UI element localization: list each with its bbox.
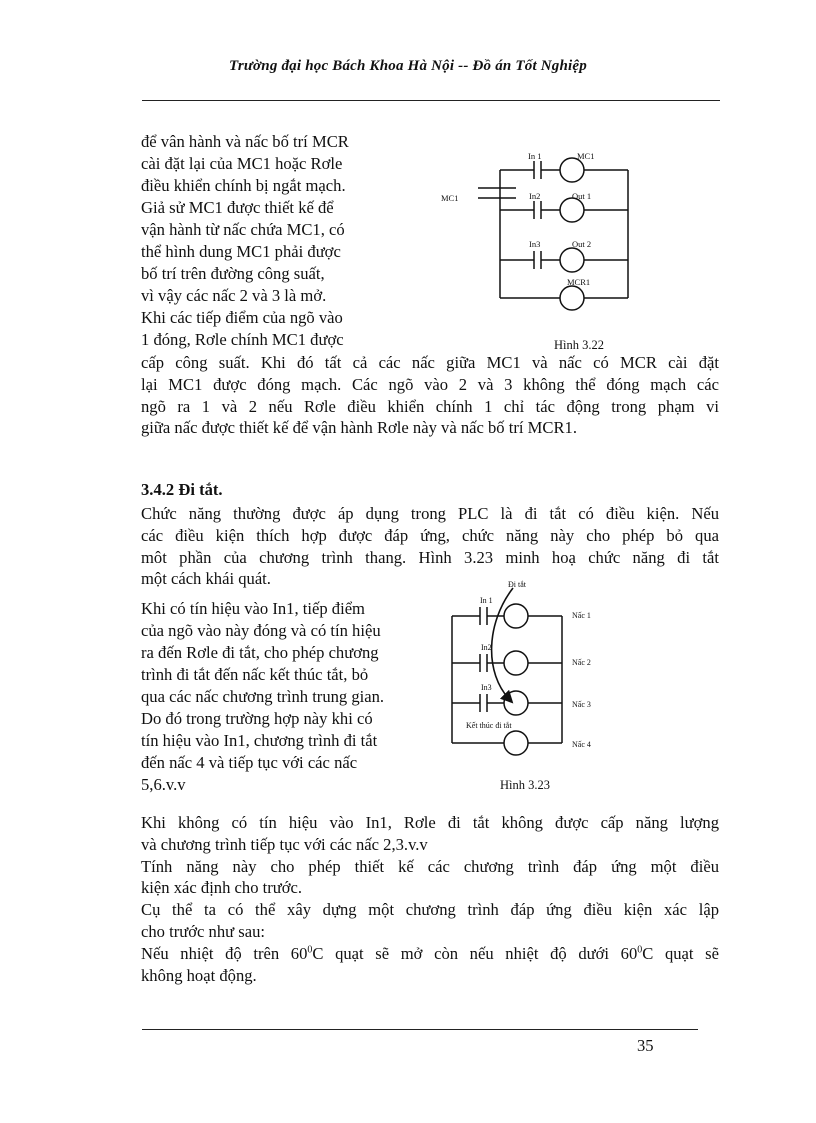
- text-line: đến nấc 4 và tiếp tục với các nấc: [141, 753, 358, 772]
- text-line: để vân hành và nấc bố trí MCR: [141, 132, 349, 151]
- text-line: và chương trình tiếp tục với các nấc 2,3.v.v: [141, 834, 428, 854]
- text-line: Chức năng thường được áp dụng trong PLC là đi tắt có điều kiện. Nếu: [141, 504, 719, 523]
- coil-2: [504, 651, 528, 675]
- text-line: Khi có tín hiệu vào In1, tiếp điểm: [141, 599, 365, 618]
- text-line: 1 đóng, Rơle chính MC1 được: [141, 330, 344, 349]
- contact-label: In 1: [480, 596, 493, 605]
- coil-4: [504, 731, 528, 755]
- text-line: qua các nấc chương trình trung gian.: [141, 687, 385, 706]
- text-fragment: C quạt sẽ mở còn nếu nhiệt độ dưới 60: [312, 943, 638, 963]
- contact-label: In 1: [528, 151, 542, 161]
- text-line: ra đến Rơle đi tắt, cho phép chương: [141, 643, 379, 662]
- text-line: vì vậy các nấc 2 và 3 là mở.: [141, 286, 327, 305]
- text-line: Khi không có tín hiệu vào In1, Rơle đi tắt không được cấp năng lượng: [141, 813, 719, 832]
- text-line: của ngõ vào này đóng và có tín hiệu: [141, 621, 381, 640]
- text-line: môt phần của chương trình thang. Hình 3.23 minh hoạ chức năng đi tắt: [141, 547, 719, 567]
- figure-caption: Hình 3.22: [554, 338, 604, 352]
- coil-label: MCR1: [567, 277, 591, 287]
- end-jump-label: Kết thúc đi tắt: [466, 721, 512, 730]
- contact-label: In3: [529, 239, 541, 249]
- coil-label: Out 1: [572, 191, 592, 201]
- text-line: vận hành từ nấc chứa MC1, có: [141, 220, 345, 239]
- text-line: Do đó trong trường hợp này khi có: [141, 709, 373, 728]
- text-line: không hoạt động.: [141, 965, 257, 985]
- header-rule: [142, 100, 720, 101]
- rung-label: Nấc 3: [572, 700, 591, 709]
- text-line: Giả sử MC1 được thiết kế để: [141, 198, 334, 217]
- text-line: kiện xác định cho trước.: [141, 878, 303, 898]
- coil-label: MC1: [577, 151, 595, 161]
- figure-3-22: [440, 148, 660, 363]
- contact-label: In3: [481, 683, 492, 692]
- text-line: bố trí trên đường công suất,: [141, 264, 325, 283]
- intro-paragraph: [141, 352, 719, 439]
- page-number: 35: [637, 1036, 654, 1055]
- text-line: một cách khái quát.: [141, 569, 271, 589]
- text-line: tín hiệu vào In1, chương trình đi tắt: [141, 731, 378, 750]
- text-line: thể hình dung MC1 phải được: [141, 242, 341, 261]
- text-line: 5,6.v.v: [141, 775, 186, 794]
- text-line: lại MC1 được đóng mạch. Các ngõ vào 2 và 3 không thể đóng mạch các: [141, 374, 719, 394]
- jump-arrow: [492, 588, 513, 700]
- page-header: Trường đại học Bách Khoa Hà Nội -- Đồ án Tốt Nghiệp: [229, 58, 587, 74]
- figure-3-23: [440, 578, 640, 798]
- coil-out1: [560, 198, 584, 222]
- coil-mc1: [560, 158, 584, 182]
- section-heading: 3.4.2 Đi tắt.: [141, 480, 223, 499]
- rung-label: Nấc 1: [572, 611, 591, 620]
- text-line: cấp công suất. Khi đó tất cả các nấc giữa MC1 và nấc có MCR cài đặt: [141, 353, 719, 372]
- contact-label: In2: [529, 191, 541, 201]
- text-fragment: C quạt sẽ: [642, 943, 719, 963]
- text-line: điều khiển chính bị ngắt mạch.: [141, 176, 346, 195]
- rung-label: Nấc 4: [572, 740, 591, 749]
- coil-out2: [560, 248, 584, 272]
- rung-label: Nấc 2: [572, 658, 591, 667]
- coil-mcr1: [560, 286, 584, 310]
- text-line: trình đi tắt đến nấc kết thúc tắt, bỏ: [141, 665, 369, 684]
- text-line: Tính năng này cho phép thiết kế các chương trình đáp ứng một điều: [141, 856, 719, 876]
- superscript: 0: [307, 944, 313, 956]
- text-line: cài đặt lại của MC1 hoặc Rơle: [141, 154, 343, 173]
- superscript: 0: [637, 944, 643, 956]
- text-line: Khi các tiếp điểm của ngõ vào: [141, 308, 343, 327]
- text-line: giữa nấc được thiết kế để vận hành Rơle này và nấc bố trí MCR1.: [141, 418, 577, 438]
- section-paragraph-rest: [141, 812, 719, 986]
- text-line: ngõ ra 1 và 2 nếu Rơle điều khiển chính 1 chỉ tác động trong phạm vi: [141, 396, 719, 416]
- text-line: các điều kiện thích hợp được đáp ứng, chức năng này cho phép bỏ qua: [141, 525, 719, 545]
- contact-label: In2: [481, 643, 492, 652]
- mc1-contact-label: MC1: [441, 193, 459, 203]
- text-line: Cụ thể ta có thể xây dựng một chương trình đáp ứng điều kiện xác lập: [141, 900, 719, 920]
- jump-label: Đi tắt: [508, 580, 526, 589]
- text-fragment: Nếu nhiệt độ trên 60: [141, 943, 308, 963]
- text-line-with-superscript: [141, 943, 719, 965]
- figure-caption: Hình 3.23: [500, 778, 550, 792]
- footer-rule: [142, 1029, 698, 1030]
- coil-3: [504, 691, 528, 715]
- text-line: cho trước như sau:: [141, 921, 265, 941]
- coil-label: Out 2: [572, 239, 592, 249]
- coil-1: [504, 604, 528, 628]
